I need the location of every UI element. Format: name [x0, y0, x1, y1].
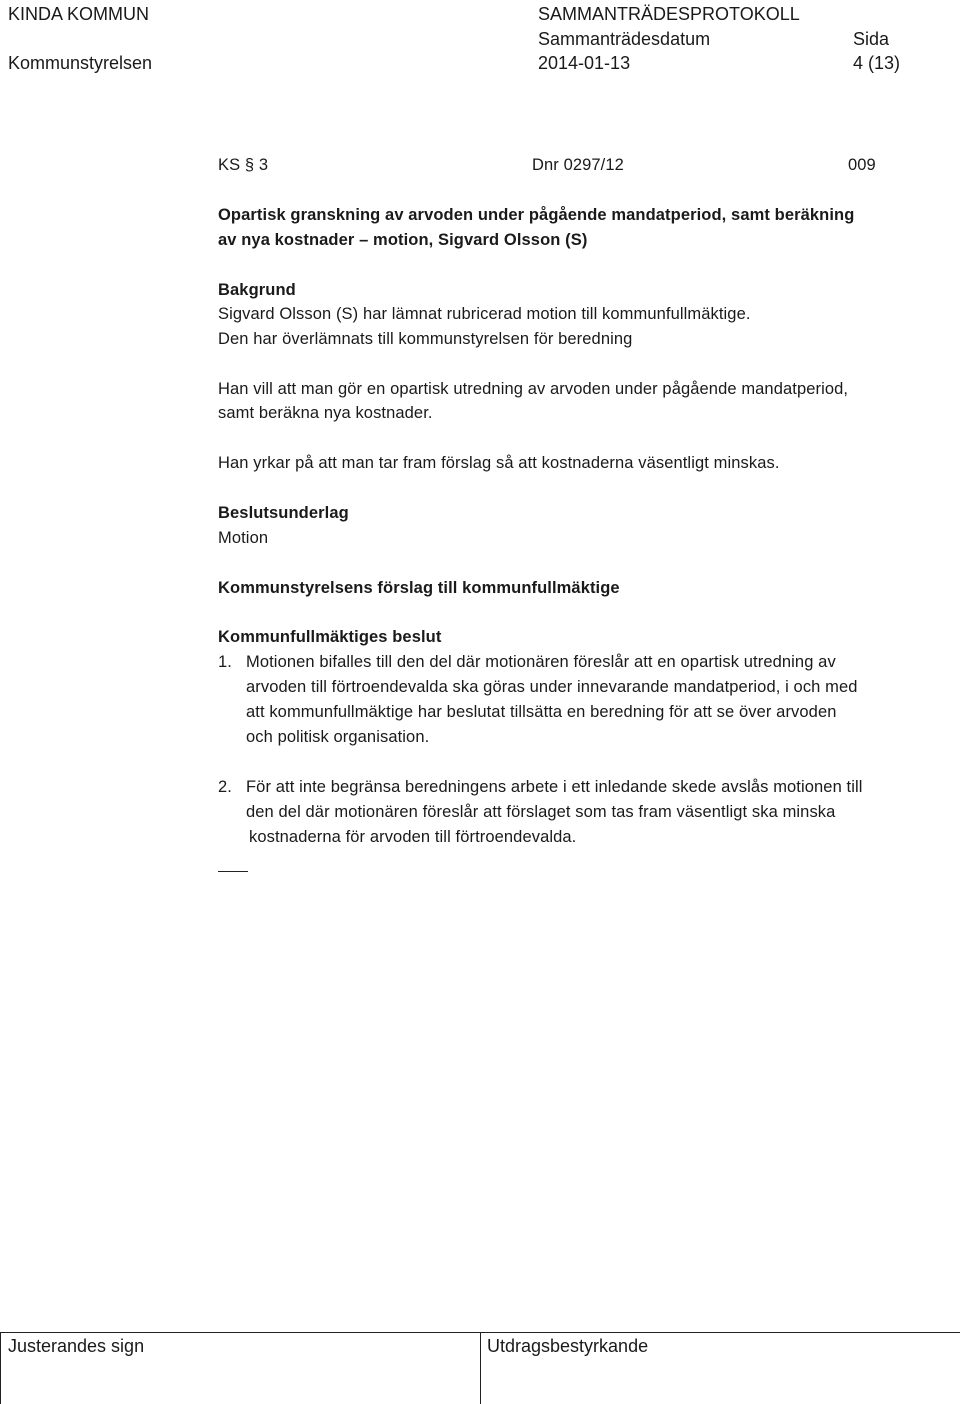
case-title-line-2: av nya kostnader – motion, Sigvard Olsson (S): [218, 231, 588, 249]
extract-certification-label: Utdragsbestyrkande: [487, 1336, 649, 1356]
page-number: 4 (13): [853, 53, 901, 73]
decision-item-line: den del där motionären föreslår att förslaget som tas fram väsentligt ska minska: [246, 803, 836, 821]
background-line-3: Han vill att man gör en opartisk utredning av arvoden under pågående mandatperiod,: [218, 380, 849, 398]
footer-divider: [480, 1332, 481, 1404]
committee-name: Kommunstyrelsen: [8, 53, 153, 73]
meeting-date: 2014-01-13: [538, 53, 631, 73]
case-number: KS § 3: [218, 156, 269, 174]
end-rule: [218, 871, 248, 872]
decision-item-line: arvoden till förtroendevalda ska göras under innevarande mandatperiod, i och med: [246, 678, 858, 696]
decision-item-line: och politisk organisation.: [246, 728, 430, 746]
decision-item-line: att kommunfullmäktige har beslutat tillsätta en beredning för att se över arvoden: [246, 703, 837, 721]
background-line-2: Den har överlämnats till kommunstyrelsen för beredning: [218, 330, 633, 348]
org-name: KINDA KOMMUN: [8, 4, 150, 24]
background-line-4: samt beräkna nya kostnader.: [218, 404, 433, 422]
basis-item: Motion: [218, 529, 269, 547]
decision-item-line: Motionen bifalles till den del där motionären föreslår att en opartisk utredning av: [246, 653, 836, 671]
page-label: Sida: [853, 29, 890, 49]
document-type: SAMMANTRÄDESPROTOKOLL: [538, 4, 800, 24]
basis-heading: Beslutsunderlag: [218, 504, 349, 522]
proposal-heading: Kommunstyrelsens förslag till kommunfullmäktige: [218, 579, 620, 597]
footer-left-border: [0, 1332, 1, 1404]
background-line-5: Han yrkar på att man tar fram förslag så att kostnaderna väsentligt minskas.: [218, 454, 780, 472]
adjusting-sign-label: Justerandes sign: [8, 1336, 145, 1356]
background-line-1: Sigvard Olsson (S) har lämnat rubricerad motion till kommunfullmäktige.: [218, 305, 751, 323]
case-code: 009: [848, 156, 876, 174]
decision-item-line: kostnaderna för arvoden till förtroendevalda.: [249, 828, 577, 846]
background-heading: Bakgrund: [218, 281, 296, 299]
decision-item-number: 2.: [218, 778, 232, 796]
registration-number: Dnr 0297/12: [532, 156, 624, 174]
case-title-line-1: Opartisk granskning av arvoden under pågående mandatperiod, samt beräkning: [218, 206, 855, 224]
decision-item-line: För att inte begränsa beredningens arbete i ett inledande skede avslås motionen till: [246, 778, 863, 796]
decision-heading: Kommunfullmäktiges beslut: [218, 628, 442, 646]
decision-item-number: 1.: [218, 653, 232, 671]
date-label: Sammanträdesdatum: [538, 29, 711, 49]
